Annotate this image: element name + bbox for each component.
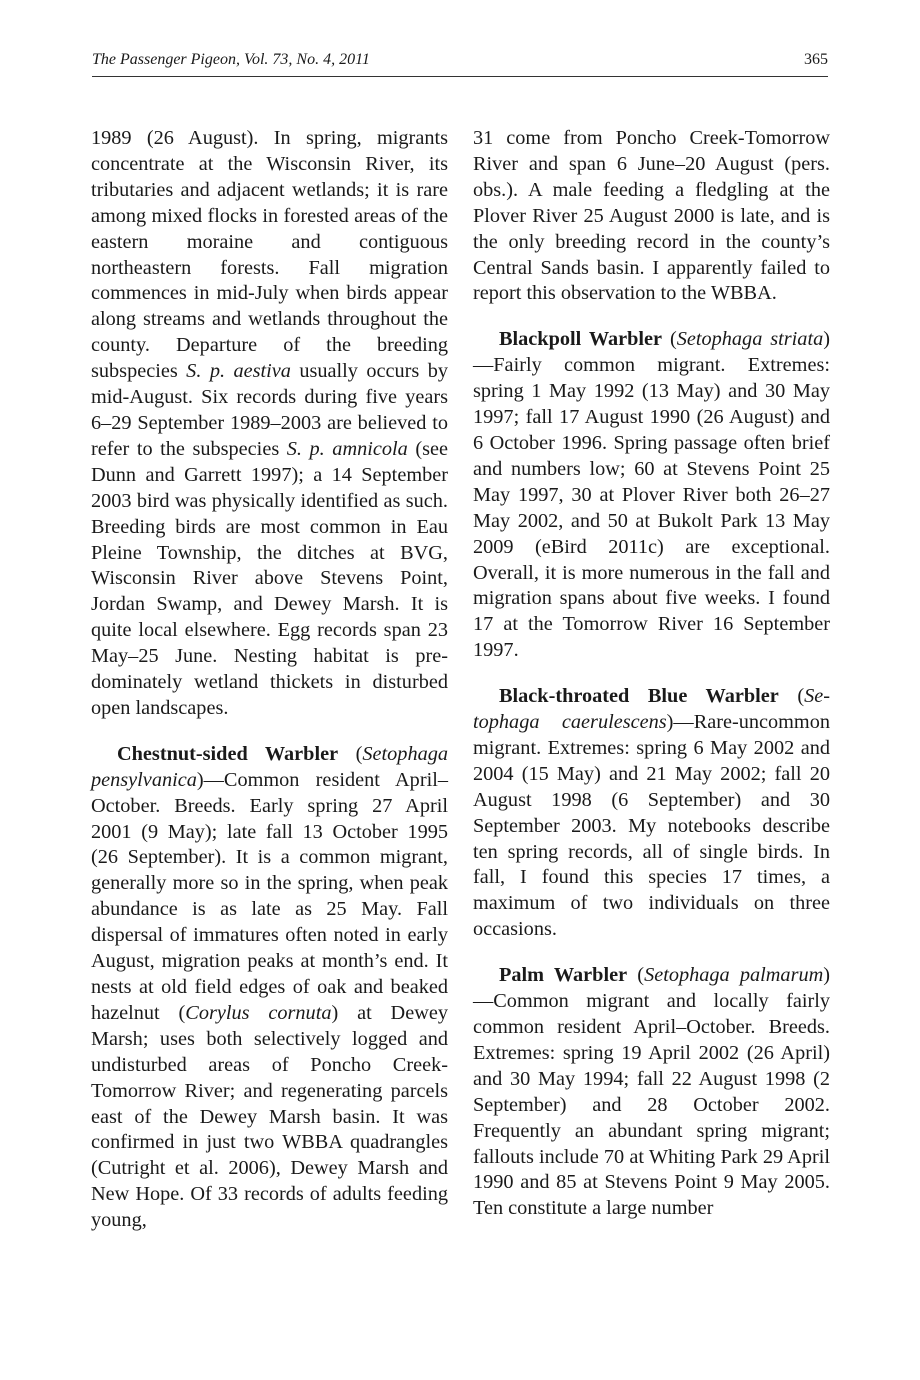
paren: ( — [338, 742, 363, 765]
species-account-palm-warbler — [473, 963, 830, 1222]
scientific-name: Setophaga striata — [676, 328, 824, 351]
scientific-name: S. p. amnicola — [286, 437, 408, 460]
paragraph-text: (see Dunn and Garrett 1997); a 14 September 2003 bird was physically identified as such. Breeding birds are most common in Eau Pleine Township, the ditches at BVG, Wisconsin River above Stevens Point, Jordan Swamp, and Dewey Marsh. It is quite local elsewhere. Egg records span 23 May–25 June. Nesting habitat is predominately wetland thickets in disturbed open landscapes. — [91, 437, 448, 719]
species-name: Black-throated Blue Warbler — [499, 685, 779, 708]
species-name: Palm Warbler — [499, 964, 628, 987]
scientific-name: Corylus cornuta — [185, 1001, 332, 1024]
species-account-chestnut-sided-warbler — [91, 742, 448, 1234]
paragraph-text: )—Common migrant and locally fairly common resident April–October. Breeds. Extremes: spring 19 April 2002 (26 April) and 30 May 1994; fall 22 August 1998 (2 September) and 28 October 2002. Frequently an abundant spring migrant; fallouts include 70 at Whiting Park 29 April 1990 and 85 at Stevens Point 9 May 2005. Ten constitute a large number — [473, 964, 831, 1220]
species-account-blackpoll-warbler — [473, 327, 830, 664]
paren: ( — [778, 685, 805, 708]
species-name: Blackpoll Warbler — [499, 328, 663, 351]
paragraph-text: 1989 (26 August). In spring, migrants concentrate at the Wisconsin River, its tributaries and adjacent wetlands; it is rare among mixed flocks in forested areas of the eastern moraine and contiguous northeastern forests. Fall migration commences in mid-July when birds appear along streams and wetlands throughout the county. Departure of the breeding subspecies — [91, 127, 448, 383]
paren: ( — [627, 964, 645, 987]
journal-citation: The Passenger Pigeon, Vol. 73, No. 4, 2011 — [92, 51, 370, 68]
paragraph-text: 31 come from Poncho Creek-Tomorrow River and span 6 June–20 August (pers. obs.). A male feeding a fledgling at the Plover River 25 August 2000 is late, and is the only breeding record in the county’s Central Sands basin. I apparently failed to report this observation to the WBBA. — [473, 127, 830, 305]
paragraph-text: )—Fairly common migrant. Extremes: spring 1 May 1992 (13 May) and 30 May 1997; fall 17 August 1990 (26 August) and 6 October 1996. Spring passage often brief and numbers low; 60 at Stevens Point 25 May 1997, 30 at Plover River both 26–27 May 2002, and 50 at Bukolt Park 13 May 2009 (eBird 2011c) are exceptional. Overall, it is more numerous in the fall and migration spans about five weeks. I found 17 at the Tomorrow River 16 September 1997. — [473, 328, 830, 662]
paren: ( — [662, 328, 677, 351]
paragraph-chestnut-sided-continued — [473, 126, 830, 307]
species-account-black-throated-blue-warbler — [473, 684, 830, 943]
paragraph-text: usually occurs by mid-August. Six records during five years 6–29 September 1989–2003 are believed to refer to the subspecies — [91, 360, 448, 460]
page-number: 365 — [804, 51, 828, 68]
scientific-name: Setophaga caerulescens — [473, 685, 831, 734]
paragraph-text: ) at Dewey Marsh; uses both selectively logged and undisturbed areas of Poncho Creek-Tomorrow River; and regenerating parcels east of the Dewey Marsh basin. It was confirmed in just two WBBA quadrangles (Cutright et al. 2006), Dewey Marsh and New Hope. Of 33 records of adults feeding young, — [91, 1001, 448, 1232]
paragraph-text: )—Common resident April–October. Breeds. Early spring 27 April 2001 (9 May); late fall 13 October 1995 (26 September). It is a common migrant, generally more so in the spring, when peak abundance is as late as 25 May. Fall dispersal of immatures often noted in early August, migration peaks at month’s end. It nests at old field edges of oak and beaked hazelnut ( — [91, 768, 448, 1024]
scientific-name: Setophaga palmarum — [644, 964, 824, 987]
scientific-name: Setophaga pensylvanica — [91, 742, 449, 791]
running-header — [92, 50, 828, 77]
right-column — [473, 126, 830, 1222]
scientific-name: S. p. aestiva — [186, 360, 291, 383]
species-name: Chestnut-sided Warbler — [117, 742, 339, 765]
left-column — [91, 126, 448, 1234]
paragraph-yellow-warbler-continued — [91, 126, 448, 722]
paragraph-text: )—Rare-uncommon migrant. Extremes: spring 6 May 2002 and 2004 (15 May) and 21 May 2002; fall 20 August 1998 (6 September) and 30 September 2003. My notebooks describe ten spring records, all of single birds. In fall, I found this species 17 times, a maximum of two individuals on three occasions. — [473, 711, 830, 941]
